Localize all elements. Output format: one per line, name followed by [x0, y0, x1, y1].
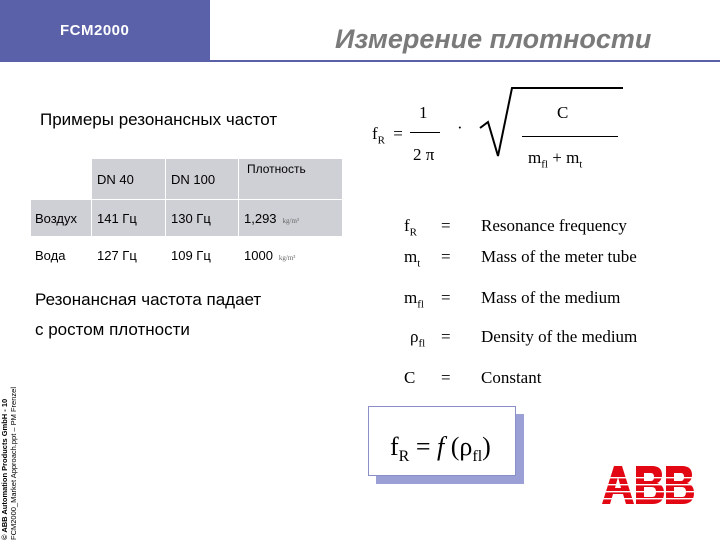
result-func: f — [437, 432, 445, 461]
legend-sub: t — [417, 257, 421, 270]
formula-equals: = — [393, 124, 403, 143]
section-heading: Примеры резонансных частот — [40, 110, 278, 129]
legend-symbol-mt — [404, 247, 420, 269]
copyright-line-2: FCM2000_Market Approach.ppt – PM Frenzel — [9, 387, 18, 540]
sqrt-denominator — [528, 148, 582, 170]
legend-equals: = — [441, 288, 451, 307]
result-f-sub: R — [398, 448, 410, 466]
note-line-2: с ростом плотности — [35, 320, 190, 339]
sqrt-plus: + — [552, 148, 562, 167]
table-row — [31, 237, 343, 274]
result-equals: = — [415, 432, 431, 461]
legend-sym: f — [404, 216, 410, 235]
formula-denominator: 2 π — [413, 145, 435, 164]
sqrt-fraction-bar — [522, 136, 618, 137]
result-open: (ρ — [450, 432, 473, 461]
result-f: f — [390, 432, 399, 461]
legend-sym: m — [404, 288, 418, 307]
legend-desc-mt: Mass of the meter tube — [481, 247, 637, 266]
legend-symbol-rho — [410, 327, 425, 349]
density-value: 1,293 — [244, 210, 277, 226]
formula-f-sub: R — [377, 134, 386, 147]
legend-sym: ρ — [410, 327, 419, 346]
result-close: ) — [482, 432, 491, 461]
legend-desc-c: Constant — [481, 368, 542, 387]
table-cell-density — [239, 200, 343, 237]
abb-logo — [600, 464, 695, 506]
table-row — [31, 200, 343, 237]
mt-m: m — [566, 148, 580, 167]
legend-equals: = — [441, 216, 451, 235]
header-divider — [0, 60, 720, 62]
table-cell-dn40: 141 Гц — [92, 200, 166, 237]
note-line-1: Резонансная частота падает — [35, 290, 262, 309]
table-header-density — [239, 159, 343, 200]
copyright-line-1: © ABB Automation Products GmbH - 10 — [0, 398, 9, 540]
density-unit: kg/m³ — [282, 216, 300, 225]
formula-lhs — [372, 124, 403, 146]
table-header-row — [31, 159, 343, 200]
legend-symbol-fr — [404, 216, 417, 238]
table-cell-medium: Воздух — [31, 200, 92, 237]
legend-sym: C — [404, 368, 416, 387]
table-cell-dn40: 127 Гц — [92, 237, 166, 274]
table-cell-density — [239, 237, 343, 274]
legend-sub: R — [409, 226, 418, 239]
table-cell-dn100: 109 Гц — [166, 237, 239, 274]
legend-symbol-c — [404, 368, 415, 388]
legend-equals: = — [441, 327, 451, 346]
legend-desc-fr: Resonance frequency — [481, 216, 627, 235]
frequency-table — [30, 158, 343, 274]
mfl-sub: fl — [541, 158, 548, 171]
legend-desc-mfl: Mass of the medium — [481, 288, 621, 307]
table-header-empty — [31, 159, 92, 200]
result-formula — [390, 432, 491, 466]
formula-dot: · — [457, 118, 463, 137]
slide-title: Измерение плотности — [335, 24, 652, 54]
mfl-m: m — [528, 148, 542, 167]
table-header-dn40: DN 40 — [92, 159, 166, 200]
copyright-sidebar — [0, 330, 18, 540]
legend-sym: m — [404, 247, 418, 266]
legend-sub: fl — [418, 337, 426, 350]
table-header-dn100: DN 100 — [166, 159, 239, 200]
table-cell-medium: Вода — [31, 237, 92, 274]
sqrt-numerator: C — [557, 103, 569, 122]
legend-sub: fl — [417, 298, 424, 311]
app-title: FCM2000 — [60, 22, 130, 39]
legend-equals: = — [441, 368, 451, 387]
density-header-label: Плотность — [247, 163, 306, 176]
legend-desc-rho: Density of the medium — [481, 327, 638, 346]
table-cell-dn100: 130 Гц — [166, 200, 239, 237]
density-unit: kg/m³ — [278, 253, 296, 262]
result-arg-sub: fl — [472, 448, 483, 466]
formula-f: f — [372, 124, 378, 143]
legend-symbol-mfl — [404, 288, 424, 310]
mt-sub: t — [579, 158, 583, 171]
legend-equals: = — [441, 247, 451, 266]
formula-numerator: 1 — [419, 103, 428, 122]
formula-fraction-bar — [410, 132, 440, 133]
density-value: 1000 — [244, 247, 273, 263]
